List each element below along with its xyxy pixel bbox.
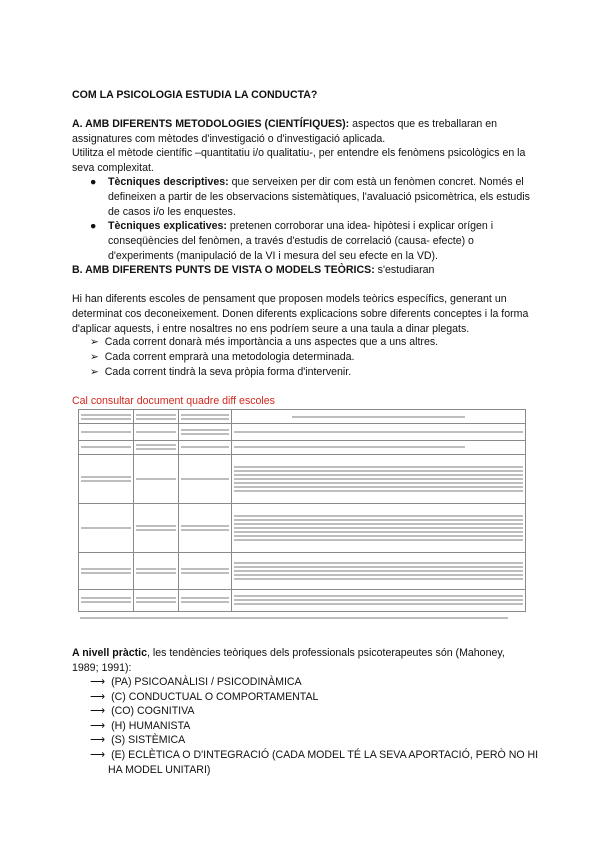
- section-a-text: aspectos que es treballaran en assignatures com mètodes d'investigació o d'investigació aplicada.: [72, 118, 498, 145]
- long-arrow-icon: ⟶: [90, 749, 106, 761]
- arrow-item: [90, 335, 438, 350]
- bullet-bold: Tècniques descriptives:: [108, 176, 229, 188]
- arrow-head-icon: ➢: [90, 351, 99, 363]
- bullet-explicative: [90, 219, 533, 264]
- trend-item: [90, 704, 194, 719]
- long-arrow-icon: ⟶: [90, 676, 106, 688]
- section-b: [72, 263, 532, 278]
- schools-table-image: [78, 409, 526, 612]
- schools-paragraph: Hi han diferents escoles de pensament que proposen models teòrics específics, generant un determinat cos deconeixement. Donen diferents explicacions sobre diferents conceptes i la forma d'aplicar aquests, i entre nosaltres no ens podríem seure a una taula a dinar plegats.: [72, 293, 529, 335]
- bullet-text: que serveixen per dir com està un fenòmen concret. Només el defineixen a partir de les observacions sistemàtiques, l'avaluació psicomètrica, els estudis de casos i/o les enquestes.: [108, 176, 530, 218]
- arrow-head-icon: ➢: [90, 336, 99, 348]
- arrow-item-text: Cada corrent donarà més importància a uns aspectes que a uns altres.: [104, 336, 439, 348]
- bullet-text: pretenen corroborar una idea- hipòtesi i explicar orígen i conseqüències del fenòmen, a través d'estudis de correlació (causa- efecte) o d'experiments (manipulació de la VI i mesura del seu efecte en la VD).: [108, 220, 494, 262]
- long-arrow-icon: ⟶: [90, 720, 106, 732]
- trend-item-text: (CO) COGNITIVA: [111, 705, 195, 717]
- practice-text: , les tendències teòriques dels professionals psicoterapeutes són (Mahoney, 1989; 1991):: [72, 647, 505, 674]
- table-footnote-image: [80, 615, 530, 621]
- trend-item-text: (E) ECLÈTICA O D'INTEGRACIÓ (CADA MODEL TÉ LA SEVA APORTACIÓ, PERÒ NO HI HA MODEL UNITARI): [108, 749, 539, 776]
- trend-item: [90, 748, 548, 778]
- arrow-item-text: Cada corrent tindrà la seva pròpia forma d'intervenir.: [104, 366, 352, 378]
- section-a-line2: Utilitza el mètode científic –quantitatiu i/o qualitatiu-, per entendre els fenòmens psicològics en la seva complexitat.: [72, 147, 526, 174]
- trend-item-text: (PA) PSICOANÀLISI / PSICODINÀMICA: [111, 676, 302, 688]
- bullet-bold: Tècniques explicatives:: [108, 220, 227, 232]
- arrow-head-icon: ➢: [90, 366, 99, 378]
- long-arrow-icon: ⟶: [90, 691, 106, 703]
- red-note: Cal consultar document quadre diff escoles: [72, 395, 275, 407]
- trend-item-text: (H) HUMANISTA: [111, 720, 191, 732]
- section-b-heading: B. AMB DIFERENTS PUNTS DE VISTA O MODELS TEÒRICS:: [72, 264, 375, 276]
- trend-item-text: (S) SISTÈMICA: [111, 734, 186, 746]
- section-a-heading: A. AMB DIFERENTS METODOLOGIES (CIENTÍFIQUES):: [72, 118, 350, 130]
- trend-item: [90, 719, 190, 734]
- long-arrow-icon: ⟶: [90, 705, 106, 717]
- bullet-dot-icon: ●: [90, 176, 97, 188]
- trend-item: [90, 675, 302, 690]
- long-arrow-icon: ⟶: [90, 734, 106, 746]
- page-title: COM LA PSICOLOGIA ESTUDIA LA CONDUCTA?: [72, 89, 318, 101]
- bullet-descriptive: [90, 175, 533, 220]
- trend-item: [90, 690, 318, 705]
- bullet-dot-icon: ●: [90, 220, 97, 232]
- arrow-item: [90, 350, 354, 365]
- arrow-item-text: Cada corrent emprarà una metodologia determinada.: [104, 351, 355, 363]
- trend-item: [90, 733, 185, 748]
- section-b-text: s'estudiaran: [374, 264, 435, 276]
- trend-item-text: (C) CONDUCTUAL O COMPORTAMENTAL: [111, 691, 319, 703]
- practice-paragraph: [72, 646, 532, 676]
- practice-bold: A nivell pràctic: [72, 647, 147, 659]
- arrow-item: [90, 365, 351, 380]
- section-a: [72, 117, 532, 147]
